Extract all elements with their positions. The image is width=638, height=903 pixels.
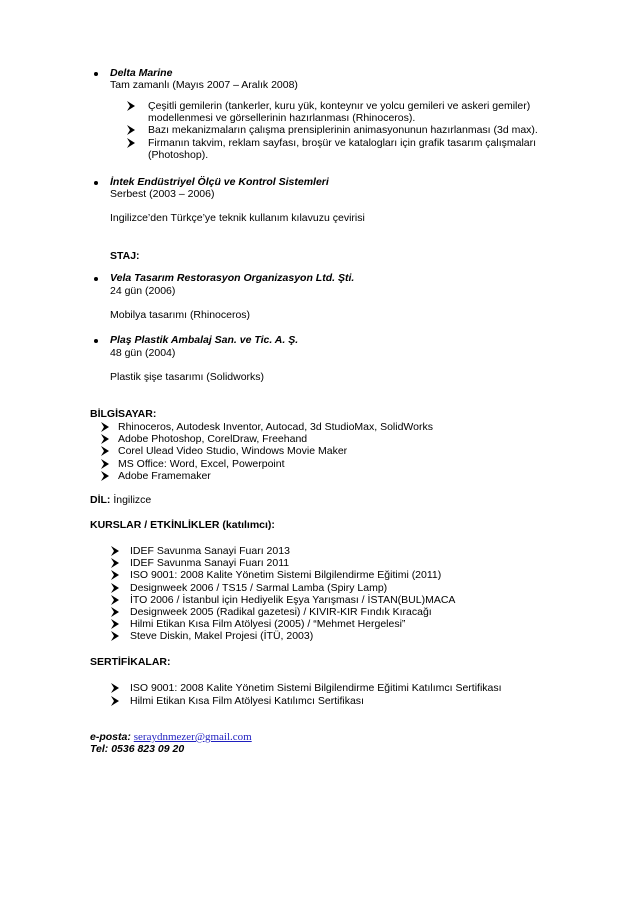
arrow-bullet-icon — [110, 594, 120, 606]
arrow-bullet-icon — [110, 630, 120, 642]
list-item: Hilmi Etikan Kısa Film Atölyesi Katılımcı Sertifikası — [130, 695, 364, 707]
company-name: İntek Endüstriyel Ölçü ve Kontrol Sistemleri — [110, 176, 329, 188]
task-line: Bazı mekanizmaların çalışma prensiplerinin animasyonunun hazırlanması (3d max). — [148, 124, 538, 136]
arrow-bullet-icon — [126, 100, 136, 112]
list-item: Hilmi Etikan Kısa Film Atölyesi (2005) / “Mehmet Hergelesi” — [130, 618, 406, 630]
list-item: Designweek 2006 / TS15 / Sarmal Lamba (Spiry Lamp) — [130, 582, 388, 594]
arrow-bullet-icon — [100, 445, 110, 457]
list-item: İTO 2006 / İstanbul için Hediyelik Eşya Yarışması / İSTAN(BUL)MACA — [130, 594, 456, 606]
list-item: Designweek 2005 (Radikal gazetesi) / KIVIR-KIR Fındık Kıracağı — [130, 606, 432, 618]
task-line: modellenmesi ve görsellerinin hazırlanması (Rhinoceros). — [148, 112, 416, 124]
arrow-bullet-icon — [100, 421, 110, 433]
arrow-bullet-icon — [110, 582, 120, 594]
phone-number: Tel: 0536 823 09 20 — [90, 743, 185, 755]
list-item: IDEF Savunma Sanayi Fuarı 2011 — [130, 557, 290, 569]
language-value: İngilizce — [110, 494, 152, 506]
arrow-bullet-icon — [110, 606, 120, 618]
task-line: Çeşitli gemilerin (tankerler, kuru yük, konteynır ve yolcu gemileri ve askeri gemiler) — [148, 100, 531, 112]
arrow-bullet-icon — [126, 137, 136, 149]
arrow-bullet-icon — [100, 470, 110, 482]
list-item: MS Office: Word, Excel, Powerpoint — [118, 458, 285, 470]
arrow-bullet-icon — [110, 545, 120, 557]
internship-duration: 48 gün (2004) — [110, 347, 176, 359]
arrow-bullet-icon — [110, 569, 120, 581]
job-note: Ingilizce’den Türkçe’ye teknik kullanım kılavuzu çevirisi — [110, 212, 365, 224]
section-heading: BİLGİSAYAR: — [90, 408, 157, 420]
list-item: Steve Diskin, Makel Projesi (İTÜ, 2003) — [130, 630, 314, 642]
list-item: Adobe Framemaker — [118, 470, 211, 482]
section-heading: SERTİFİKALAR: — [90, 656, 171, 668]
section-heading: STAJ: — [110, 250, 140, 262]
task-line: (Photoshop). — [148, 149, 209, 161]
list-item: ISO 9001: 2008 Kalite Yönetim Sistemi Bilgilendirme Eğitimi Katılımcı Sertifikası — [130, 682, 502, 694]
bullet-icon — [94, 72, 98, 76]
company-name: Vela Tasarım Restorasyon Organizasyon Ltd. Şti. — [110, 272, 355, 284]
arrow-bullet-icon — [100, 433, 110, 445]
arrow-bullet-icon — [110, 618, 120, 630]
internship-duration: 24 gün (2006) — [110, 285, 176, 297]
list-item: Rhinoceros, Autodesk Inventor, Autocad, 3d StudioMax, SolidWorks — [118, 421, 433, 433]
list-item: ISO 9001: 2008 Kalite Yönetim Sistemi Bilgilendirme Eğitimi (2011) — [130, 569, 442, 581]
company-name: Plaş Plastik Ambalaj San. ve Tic. A. Ş. — [110, 334, 299, 346]
bullet-icon — [94, 181, 98, 185]
email-link[interactable]: seraydnmezer@gmail.com — [133, 731, 252, 743]
list-item: IDEF Savunma Sanayi Fuarı 2013 — [130, 545, 290, 557]
internship-note: Plastik şişe tasarımı (Solidworks) — [110, 371, 265, 383]
bullet-icon — [94, 277, 98, 281]
arrow-bullet-icon — [100, 458, 110, 470]
arrow-bullet-icon — [126, 124, 136, 136]
arrow-bullet-icon — [110, 557, 120, 569]
arrow-bullet-icon — [110, 695, 120, 707]
email-line — [90, 731, 252, 743]
section-heading: KURSLAR / ETKİNLİKLER (katılımcı): — [90, 519, 275, 531]
job-period: Tam zamanlı (Mayıs 2007 – Aralık 2008) — [110, 79, 298, 91]
section-heading: DİL: — [90, 494, 111, 506]
internship-note: Mobilya tasarımı (Rhinoceros) — [110, 309, 251, 321]
job-period: Serbest (2003 – 2006) — [110, 188, 215, 200]
language-line — [90, 494, 151, 506]
arrow-bullet-icon — [110, 682, 120, 694]
company-name: Delta Marine — [110, 67, 173, 79]
list-item: Adobe Photoshop, CorelDraw, Freehand — [118, 433, 308, 445]
task-line: Firmanın takvim, reklam sayfası, broşür ve katalogları için grafik tasarım çalışmaları — [148, 137, 537, 149]
bullet-icon — [94, 339, 98, 343]
email-label: e-posta: — [90, 731, 131, 743]
list-item: Corel Ulead Video Studio, Windows Movie Maker — [118, 445, 348, 457]
